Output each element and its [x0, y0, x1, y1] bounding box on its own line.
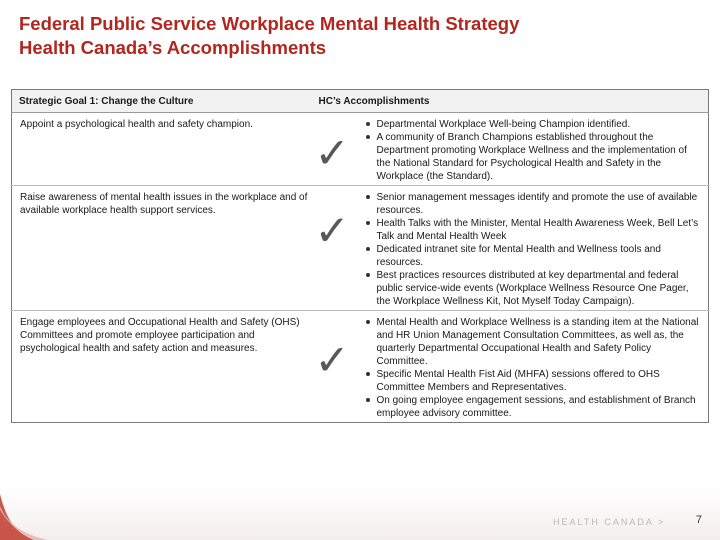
accomplishments-cell	[315, 113, 709, 186]
table-row	[12, 311, 709, 423]
accomplishments-cell	[315, 311, 709, 423]
header-accomplishments: HC’s Accomplishments	[315, 90, 709, 113]
table-row	[12, 186, 709, 311]
accomplishments-list	[315, 316, 703, 420]
footer-swoosh-decoration	[0, 488, 60, 540]
title-line-2: Health Canada’s Accomplishments	[19, 37, 327, 58]
list-item: Health Talks with the Minister, Mental Health Awareness Week, Bell Let’s Talk and Mental Health Week	[365, 217, 703, 243]
accomplishments-table	[11, 89, 709, 423]
table-header-row	[12, 90, 709, 113]
checkmark-icon: ✓	[314, 206, 350, 254]
checkmark-icon: ✓	[314, 129, 350, 177]
page-number: 7	[695, 514, 702, 526]
accomplishments-list	[315, 191, 703, 308]
slide-title	[19, 12, 699, 60]
title-line-1: Federal Public Service Workplace Mental Health Strategy	[19, 13, 520, 34]
header-goal: Strategic Goal 1: Change the Culture	[12, 90, 315, 113]
list-item: Specific Mental Health Fist Aid (MHFA) sessions offered to OHS Committee Members and Representatives.	[365, 368, 703, 394]
list-item: Dedicated intranet site for Mental Health and Wellness tools and resources.	[365, 243, 703, 269]
health-canada-brand: HEALTH CANADA >	[553, 517, 666, 527]
accomplishments-list	[315, 118, 703, 183]
goal-cell: Raise awareness of mental health issues in the workplace and of available workplace health support services.	[12, 186, 315, 311]
goal-cell: Engage employees and Occupational Health and Safety (OHS) Committees and promote employee participation and psychological health and safety action and measures.	[12, 311, 315, 423]
table-row	[12, 113, 709, 186]
goal-cell: Appoint a psychological health and safety champion.	[12, 113, 315, 186]
list-item: Mental Health and Workplace Wellness is a standing item at the National and HR Union Management Consultation Committees, as well as, the quarterly Departmental Occupational Health and Safety Policy Committee.	[365, 316, 703, 368]
footer-band	[0, 488, 720, 540]
list-item: Senior management messages identify and promote the use of available resources.	[365, 191, 703, 217]
list-item: Departmental Workplace Well-being Champion identified.	[365, 118, 703, 131]
list-item: Best practices resources distributed at key departmental and federal public service-wide events (Workplace Wellness Resource One Pager, the Workplace Wellness Kit, Not Myself Today Campaign).	[365, 269, 703, 308]
list-item: A community of Branch Champions established throughout the Department promoting Workplace Wellness and the implementation of the National Standard for Psychological Health and Safety in the Workplace (the Standard).	[365, 131, 703, 183]
checkmark-icon: ✓	[314, 336, 350, 384]
accomplishments-cell	[315, 186, 709, 311]
list-item: On going employee engagement sessions, and establishment of Branch employee advisory committee.	[365, 394, 703, 420]
